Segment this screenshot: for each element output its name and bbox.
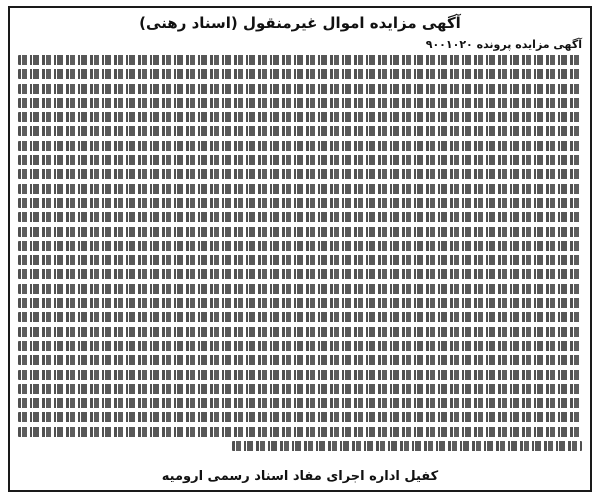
- body-line: [18, 341, 582, 351]
- body-line: [18, 198, 582, 208]
- issuer-signature: کفیل اداره اجرای مفاد اسناد رسمی ارومیه: [161, 469, 439, 484]
- body-line: [18, 55, 582, 65]
- body-line: [18, 169, 582, 179]
- body-line: [18, 255, 582, 265]
- body-line: [18, 98, 582, 108]
- body-line: [18, 370, 582, 380]
- body-line: [18, 212, 582, 222]
- notice-first-line: آگهی مزایده پرونده ۹۰۰۱۰۲۰: [425, 38, 582, 51]
- body-line: [232, 441, 582, 451]
- body-line: [18, 84, 582, 94]
- body-line: [18, 398, 582, 408]
- body-line: [18, 355, 582, 365]
- body-line: [18, 312, 582, 322]
- body-line: [18, 155, 582, 165]
- body-line: [18, 69, 582, 79]
- notice-title: آگهی مزایده اموال غیرمنقول (اسناد رهنی): [139, 14, 461, 32]
- body-line: [18, 327, 582, 337]
- body-line: [18, 298, 582, 308]
- auction-notice: [8, 6, 592, 492]
- body-line: [18, 412, 582, 422]
- body-line: [18, 269, 582, 279]
- body-line: [18, 384, 582, 394]
- body-line: [18, 241, 582, 251]
- body-line: [18, 227, 582, 237]
- body-line: [18, 126, 582, 136]
- body-line: [18, 141, 582, 151]
- body-line: [18, 112, 582, 122]
- notice-body-text: [18, 55, 582, 460]
- body-line: [18, 427, 582, 437]
- body-line: [18, 284, 582, 294]
- body-line: [18, 184, 582, 194]
